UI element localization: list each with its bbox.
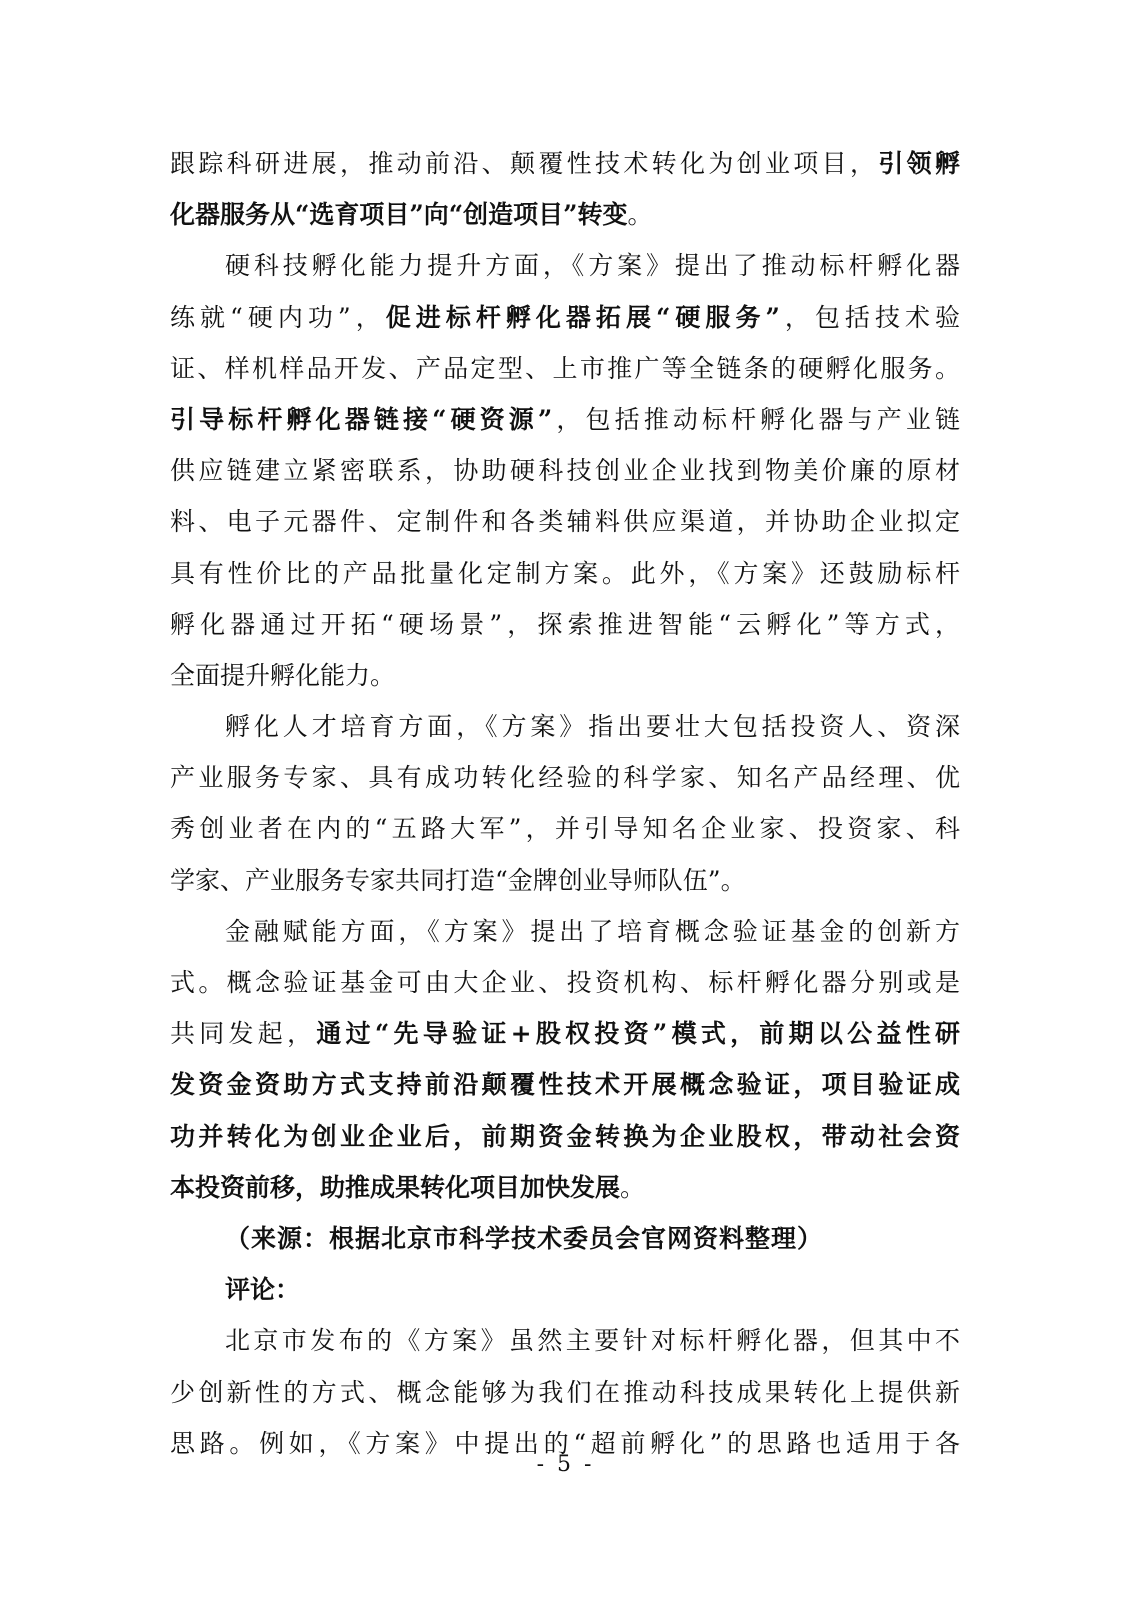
paragraph-line: 思路。例如，《方案》中提出的“超前孵化”的思路也适用于各 (170, 1428, 960, 1458)
text: 。 (620, 1172, 646, 1202)
paragraph-line: 硬科技孵化能力提升方面，《方案》提出了推动标杆孵化器 (225, 251, 960, 281)
source-note: （来源：根据北京市科学技术委员会官网资料整理） (225, 1223, 824, 1253)
comment-heading: 评论： (225, 1275, 301, 1305)
paragraph-line (170, 1059, 960, 1110)
paragraph-line: 料、电子元器件、定制件和各类辅料供应渠道，并协助企业拟定 (170, 507, 960, 537)
paragraph-line (170, 138, 960, 189)
paragraph-line: 秀创业者在内的“五路大军”，并引导知名企业家、投资家、科 (170, 814, 960, 844)
text: 练就“硬内功”， (170, 302, 386, 332)
text: 跟踪科研进展，推动前沿、颠覆性技术转化为创业项目， (170, 149, 879, 178)
paragraph-line: 式。概念验证基金可由大企业、投资机构、标杆孵化器分别或是 (170, 968, 960, 997)
page-body (170, 138, 960, 1469)
bold-text: 促进标杆孵化器拓展“硬服务” (385, 302, 780, 332)
bold-text: 通过“先导验证+股权投资”模式，前期以公益性研 (316, 1019, 960, 1049)
paragraph-line: 证、样机样品开发、产品定型、上市推广等全链条的硬孵化服务。 (170, 353, 960, 383)
text: ，包括技术验 (779, 302, 960, 332)
paragraph-line (170, 1111, 960, 1162)
page-number: - 5 - (536, 1452, 595, 1477)
text: 共同发起， (170, 1019, 317, 1049)
paragraph-line: 北京市发布的《方案》虽然主要针对标杆孵化器，但其中不 (225, 1326, 960, 1356)
paragraph-line: 学家、产业服务专家共同打造“金牌创业导师队伍”。 (170, 865, 746, 895)
text: ，包括推动标杆孵化器与产业链 (552, 404, 960, 434)
paragraph-line: 具有性价比的产品批量化定制方案。此外，《方案》还鼓励标杆 (170, 558, 960, 588)
bold-text: 引导标杆孵化器链接“硬资源” (170, 404, 553, 434)
bold-text: 发资金资助方式支持前沿颠覆性技术开展概念验证，项目验证成 (170, 1070, 960, 1100)
bold-text: 本投资前移，助推成果转化项目加快发展 (170, 1172, 621, 1202)
paragraph-line (170, 189, 960, 240)
paragraph-line: 少创新性的方式、概念能够为我们在推动科技成果转化上提供新 (170, 1377, 960, 1407)
paragraph-line: 供应链建立紧密联系，协助硬科技创业企业找到物美价廉的原材 (170, 456, 960, 486)
bold-text: 引领孵 (878, 149, 960, 178)
paragraph-line: 全面提升孵化能力。 (170, 660, 396, 690)
paragraph-line (170, 1162, 960, 1213)
paragraph-line: 孵化人才培育方面，《方案》指出要壮大包括投资人、资深 (225, 712, 960, 742)
paragraph-line: 孵化器通过开拓“硬场景”，探索推进智能“云孵化”等方式， (170, 609, 960, 639)
bold-text: 化器服务从“选育项目”向“创造项目”转变 (170, 200, 628, 230)
paragraph-line (170, 394, 960, 445)
bold-text: 功并转化为创业企业后，前期资金转换为企业股权，带动社会资 (170, 1121, 960, 1151)
paragraph-line: 产业服务专家、具有成功转化经验的科学家、知名产品经理、优 (170, 763, 960, 793)
paragraph-line (170, 292, 960, 343)
text: 。 (627, 200, 653, 230)
paragraph-line: 金融赋能方面，《方案》提出了培育概念验证基金的创新方 (225, 916, 960, 946)
paragraph-line (170, 1008, 960, 1059)
